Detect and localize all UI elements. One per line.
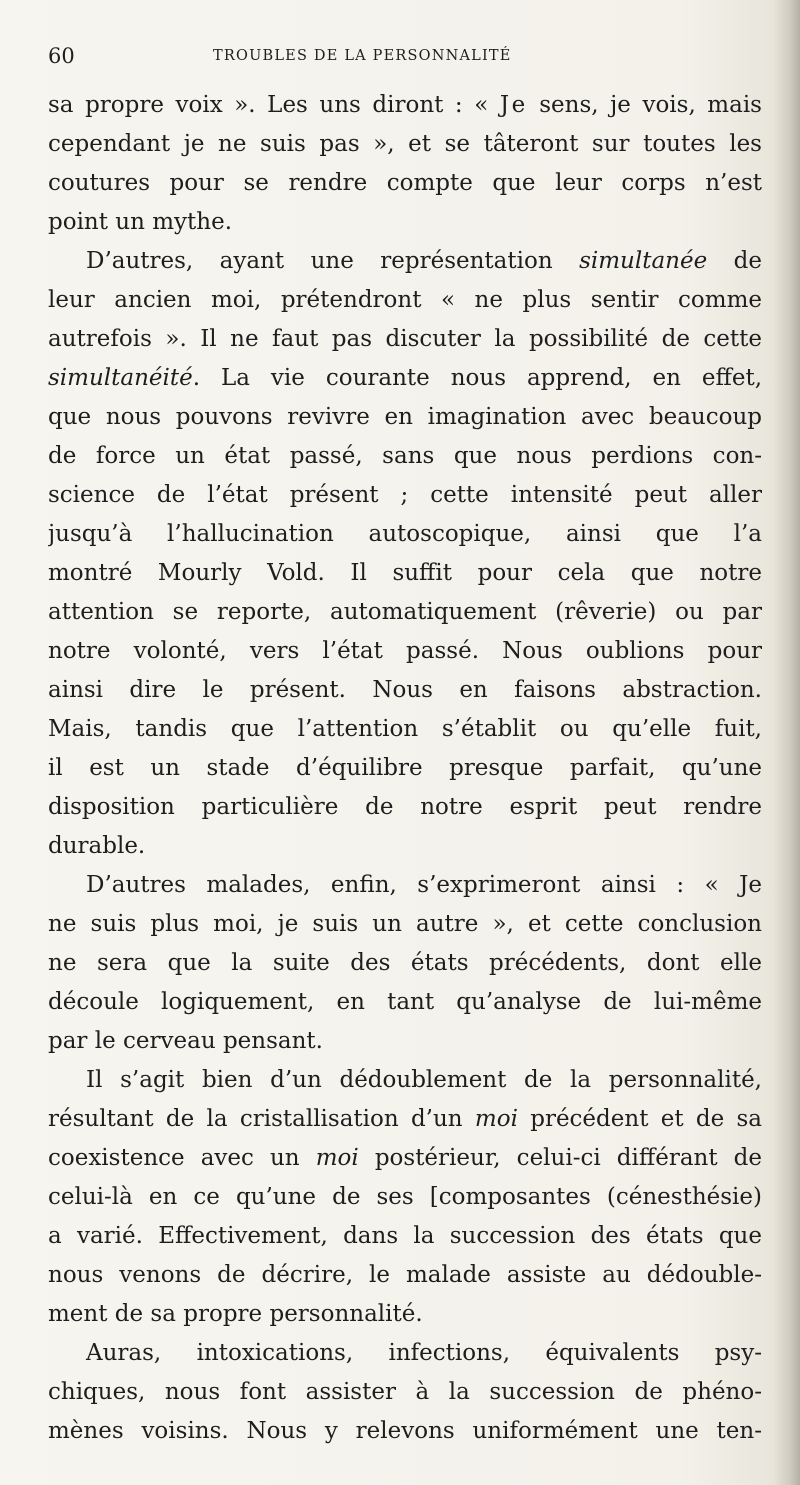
- text-segment: durable.: [48, 833, 146, 859]
- text-segment: ne suis plus moi, je suis un autre », et cette conclusion: [48, 911, 762, 937]
- text-line: [48, 593, 762, 632]
- text-line: [48, 437, 762, 476]
- text-line: [48, 788, 762, 827]
- text-line: [48, 476, 762, 515]
- text-line: [48, 710, 762, 749]
- text-line: [48, 905, 762, 944]
- text-line: [48, 1061, 762, 1100]
- italic-text: simultanéité: [48, 365, 193, 391]
- text-segment: de: [707, 248, 762, 274]
- text-segment: notre volonté, vers l’état passé. Nous oublions pour: [48, 638, 762, 664]
- text-segment: mènes voisins. Nous y relevons uniformément une ten-: [48, 1418, 762, 1444]
- text-segment: jusqu’à l’hallucination autoscopique, ainsi que l’a: [48, 521, 762, 547]
- text-line: [48, 1334, 762, 1373]
- text-line: [48, 827, 762, 866]
- italic-text: moi: [474, 1106, 518, 1132]
- text-segment: point un mythe.: [48, 209, 233, 235]
- text-line: [48, 749, 762, 788]
- text-line: [48, 1217, 762, 1256]
- text-segment: par le cerveau pensant.: [48, 1028, 323, 1054]
- text-line: [48, 320, 762, 359]
- text-segment: celui-là en ce qu’une de ses [composantes (cénesthésie): [48, 1184, 762, 1210]
- text-segment: nous venons de décrire, le malade assiste au dédouble-: [48, 1262, 762, 1288]
- text-segment: D’autres malades, enfin, s’exprimeront ainsi : « Je: [86, 872, 762, 898]
- text-segment: montré Mourly Vold. Il suffit pour cela que notre: [48, 560, 762, 586]
- italic-text: moi: [315, 1145, 359, 1171]
- text-segment: ne sera que la suite des états précédents, dont elle: [48, 950, 762, 976]
- text-line: [48, 1178, 762, 1217]
- text-segment: découle logiquement, en tant qu’analyse de lui-même: [48, 989, 762, 1015]
- text-segment: cependant je ne suis pas », et se tâteront sur toutes les: [48, 131, 762, 157]
- text-segment: a varié. Effectivement, dans la succession des états que: [48, 1223, 762, 1249]
- text-line: [48, 1139, 762, 1178]
- text-line: [48, 866, 762, 905]
- text-segment: coexistence avec un: [48, 1145, 316, 1171]
- text-line: [48, 1295, 762, 1334]
- text-line: [48, 1373, 762, 1412]
- text-segment: de force un état passé, sans que nous perdions con-: [48, 443, 762, 469]
- text-segment: Il s’agit bien d’un dédoublement de la personnalité,: [86, 1067, 762, 1093]
- text-segment: attention se reporte, automatiquement (rêverie) ou par: [48, 599, 762, 625]
- text-line: [48, 1256, 762, 1295]
- text-segment: disposition particulière de notre esprit peut rendre: [48, 794, 762, 820]
- text-segment: Je: [499, 92, 528, 118]
- text-line: [48, 944, 762, 983]
- text-segment: précédent et de sa: [517, 1106, 762, 1132]
- text-line: [48, 1100, 762, 1139]
- running-title: TROUBLES DE LA PERSONNALITÉ: [213, 48, 512, 64]
- text-line: [48, 983, 762, 1022]
- text-segment: postérieur, celui-ci différant de: [358, 1145, 762, 1171]
- text-segment: leur ancien moi, prétendront « ne plus sentir comme: [48, 287, 762, 313]
- text-segment: Mais, tandis que l’attention s’établit ou qu’elle fuit,: [48, 716, 762, 742]
- text-segment: sa propre voix ». Les uns diront : «: [48, 92, 500, 118]
- running-head: [48, 44, 760, 74]
- text-line: [48, 86, 762, 125]
- text-segment: ment de sa propre personnalité.: [48, 1301, 423, 1327]
- text-segment: Auras, intoxications, infections, équivalents psy-: [86, 1340, 762, 1366]
- body-text: [48, 86, 762, 1451]
- text-line: [48, 515, 762, 554]
- text-line: [48, 1412, 762, 1451]
- page-edge-shadow: [774, 0, 800, 1485]
- text-segment: . La vie courante nous apprend, en effet,: [192, 365, 762, 391]
- text-line: [48, 203, 762, 242]
- text-line: [48, 359, 762, 398]
- text-segment: résultant de la cristallisation d’un: [48, 1106, 475, 1132]
- text-line: [48, 554, 762, 593]
- text-line: [48, 125, 762, 164]
- italic-text: simultanée: [579, 248, 708, 274]
- text-line: [48, 1022, 762, 1061]
- page-number: 60: [48, 44, 75, 68]
- text-segment: coutures pour se rendre compte que leur corps n’est: [48, 170, 762, 196]
- text-line: [48, 632, 762, 671]
- text-segment: ainsi dire le présent. Nous en faisons abstraction.: [48, 677, 762, 703]
- text-segment: il est un stade d’équilibre presque parfait, qu’une: [48, 755, 762, 781]
- text-line: [48, 671, 762, 710]
- text-segment: science de l’état présent ; cette intensité peut aller: [48, 482, 762, 508]
- text-segment: sens, je vois, mais: [527, 92, 762, 118]
- text-line: [48, 242, 762, 281]
- text-segment: autrefois ». Il ne faut pas discuter la possibilité de cette: [48, 326, 762, 352]
- text-line: [48, 164, 762, 203]
- text-line: [48, 281, 762, 320]
- text-segment: chiques, nous font assister à la succession de phéno-: [48, 1379, 762, 1405]
- text-segment: D’autres, ayant une représentation: [86, 248, 580, 274]
- text-segment: que nous pouvons revivre en imagination avec beaucoup: [48, 404, 762, 430]
- text-line: [48, 398, 762, 437]
